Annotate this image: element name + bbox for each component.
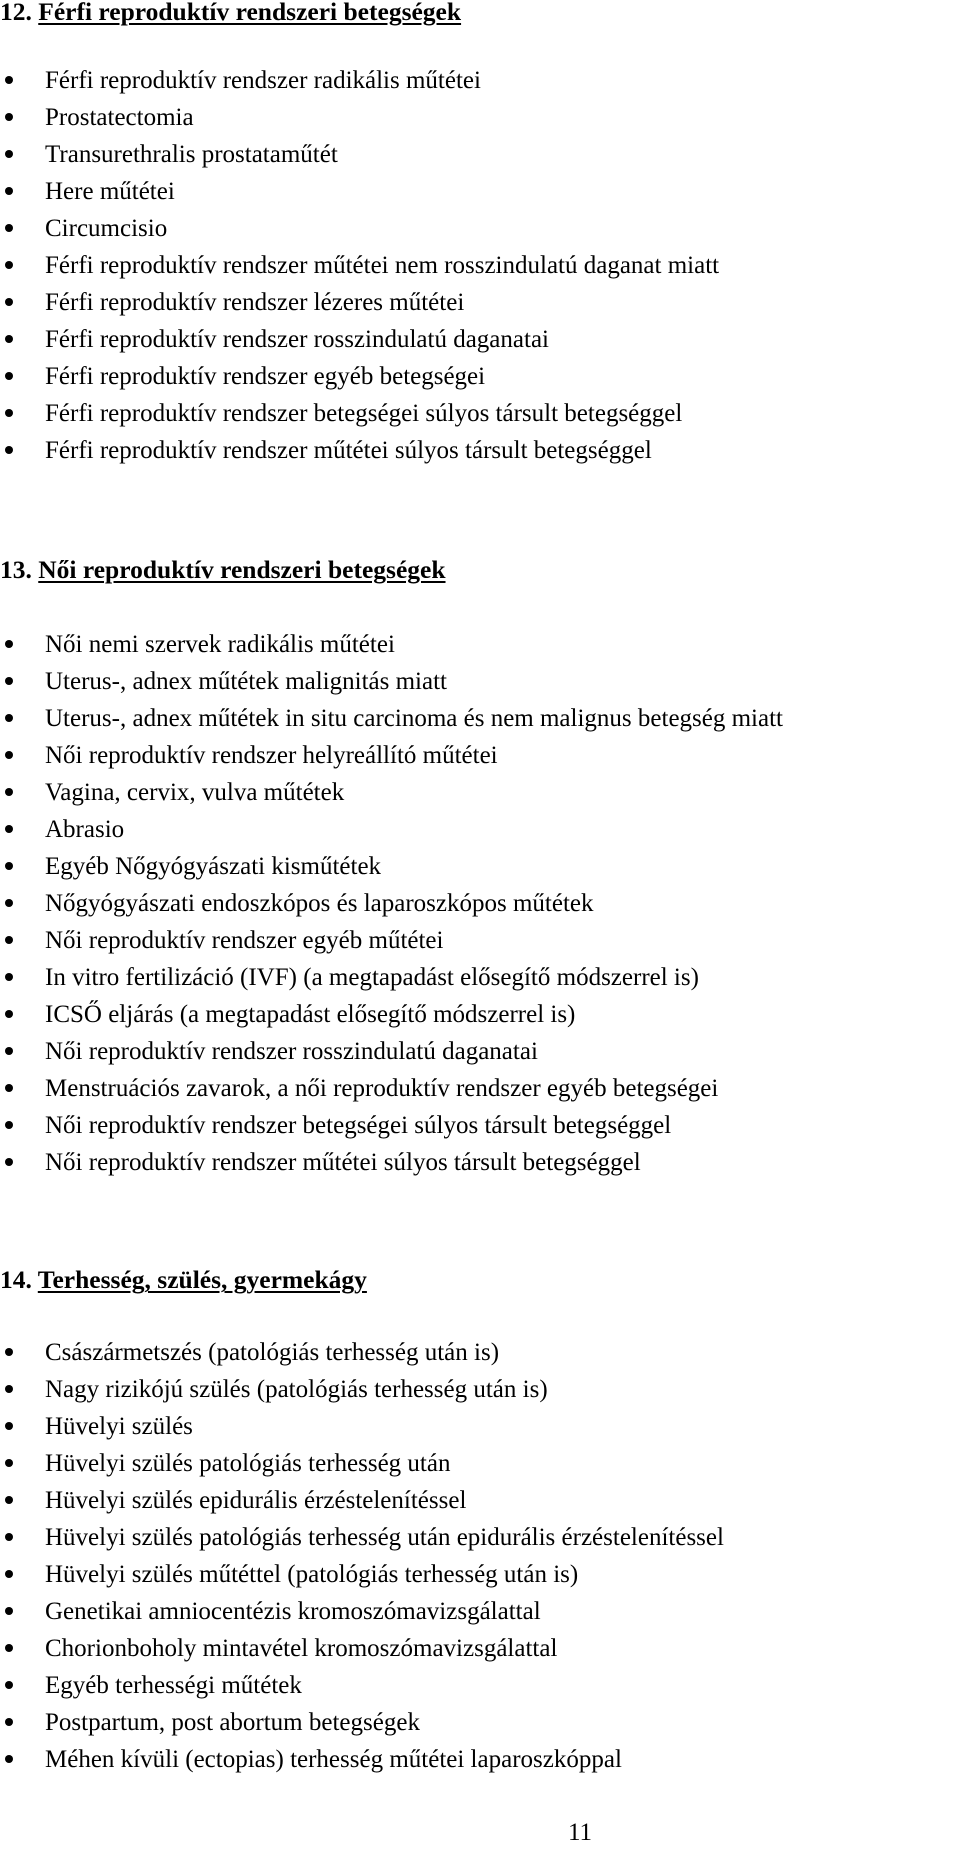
list-item <box>0 1630 960 1667</box>
list-item-text: Női reproduktív rendszer betegségei súlyos társult betegséggel <box>45 1112 672 1139</box>
list-item-text: Chorionboholy mintavétel kromoszómavizsgálattal <box>45 1635 558 1662</box>
page-number: 11 <box>567 1819 593 1846</box>
list-item <box>0 700 960 737</box>
list-item-text: Circumcisio <box>45 215 168 242</box>
list-item <box>0 1704 960 1741</box>
list-item-text: Férfi reproduktív rendszer műtétei nem rosszindulatú daganat miatt <box>45 252 720 279</box>
list-item <box>0 284 960 321</box>
list-item-text: Női reproduktív rendszer rosszindulatú daganatai <box>45 1038 538 1065</box>
list-item-text: Női nemi szervek radikális műtétei <box>45 631 395 658</box>
bullet-icon <box>5 936 13 944</box>
section-number: 14. <box>0 1265 32 1294</box>
bullet-icon <box>5 1121 13 1129</box>
list-item <box>0 1482 960 1519</box>
section-number: 13. <box>0 555 32 584</box>
bullet-icon <box>5 1681 13 1689</box>
bullet-icon <box>5 899 13 907</box>
list-item-text: Here műtétei <box>45 178 175 205</box>
list-item-text: Méhen kívüli (ectopias) terhesség műtétei laparoszkóppal <box>45 1746 622 1773</box>
item-list <box>0 62 960 469</box>
bullet-icon <box>5 1010 13 1018</box>
bullet-icon <box>5 1755 13 1763</box>
list-item-text: Hüvelyi szülés patológiás terhesség után epidurális érzéstelenítéssel <box>45 1524 724 1551</box>
list-item-text: Nőgyógyászati endoszkópos és laparoszkópos műtétek <box>45 890 594 917</box>
list-item <box>0 1445 960 1482</box>
list-item <box>0 737 960 774</box>
list-item <box>0 848 960 885</box>
list-item-text: Abrasio <box>45 816 125 843</box>
list-item <box>0 247 960 284</box>
list-item-text: ICSŐ eljárás (a megtapadást elősegítő módszerrel is) <box>45 1001 576 1028</box>
list-item <box>0 1334 960 1371</box>
list-item-text: Női reproduktív rendszer egyéb műtétei <box>45 927 444 954</box>
list-item-text: Férfi reproduktív rendszer lézeres műtétei <box>45 289 465 316</box>
list-item <box>0 1667 960 1704</box>
list-item-text: Prostatectomia <box>45 104 194 131</box>
list-item <box>0 210 960 247</box>
bullet-icon <box>5 1158 13 1166</box>
list-item <box>0 1371 960 1408</box>
list-item-text: Uterus-, adnex műtétek malignitás miatt <box>45 668 447 695</box>
list-item <box>0 626 960 663</box>
list-item <box>0 1741 960 1778</box>
bullet-icon <box>5 1644 13 1652</box>
item-list <box>0 1334 960 1778</box>
list-item <box>0 922 960 959</box>
list-item <box>0 1593 960 1630</box>
list-item-text: In vitro fertilizáció (IVF) (a megtapadást elősegítő módszerrel is) <box>45 964 699 991</box>
list-item <box>0 395 960 432</box>
list-item <box>0 959 960 996</box>
list-item-text: Nagy rizikójú szülés (patológiás terhesség után is) <box>45 1376 548 1403</box>
bullet-icon <box>5 1533 13 1541</box>
list-item <box>0 1519 960 1556</box>
bullet-icon <box>5 187 13 195</box>
bullet-icon <box>5 1047 13 1055</box>
list-item-text: Postpartum, post abortum betegségek <box>45 1709 420 1736</box>
list-item-text: Férfi reproduktív rendszer betegségei súlyos társult betegséggel <box>45 400 683 427</box>
item-list <box>0 626 960 1181</box>
list-item <box>0 811 960 848</box>
section-title: Női reproduktív rendszeri betegségek <box>38 555 446 584</box>
list-item <box>0 1107 960 1144</box>
list-item-text: Császármetszés (patológiás terhesség után is) <box>45 1339 500 1366</box>
list-item <box>0 432 960 469</box>
section-heading <box>0 554 446 586</box>
list-item-text: Női reproduktív rendszer helyreállító műtétei <box>45 742 498 769</box>
bullet-icon <box>5 1496 13 1504</box>
bullet-icon <box>5 335 13 343</box>
bullet-icon <box>5 862 13 870</box>
section-heading <box>0 1264 367 1296</box>
list-item-text: Férfi reproduktív rendszer radikális műtétei <box>45 67 481 94</box>
bullet-icon <box>5 825 13 833</box>
bullet-icon <box>5 714 13 722</box>
bullet-icon <box>5 640 13 648</box>
bullet-icon <box>5 1385 13 1393</box>
list-item-text: Hüvelyi szülés epidurális érzéstelenítéssel <box>45 1487 467 1514</box>
list-item <box>0 663 960 700</box>
list-item <box>0 358 960 395</box>
bullet-icon <box>5 677 13 685</box>
list-item <box>0 1556 960 1593</box>
bullet-icon <box>5 973 13 981</box>
list-item-text: Egyéb terhességi műtétek <box>45 1672 302 1699</box>
bullet-icon <box>5 224 13 232</box>
bullet-icon <box>5 150 13 158</box>
bullet-icon <box>5 1570 13 1578</box>
section-heading <box>0 0 461 28</box>
bullet-icon <box>5 76 13 84</box>
list-item-text: Férfi reproduktív rendszer rosszindulatú daganatai <box>45 326 549 353</box>
list-item <box>0 774 960 811</box>
list-item-text: Hüvelyi szülés patológiás terhesség után <box>45 1450 451 1477</box>
bullet-icon <box>5 1422 13 1430</box>
list-item-text: Hüvelyi szülés <box>45 1413 193 1440</box>
list-item <box>0 885 960 922</box>
list-item <box>0 99 960 136</box>
bullet-icon <box>5 1084 13 1092</box>
list-item-text: Vagina, cervix, vulva műtétek <box>45 779 345 806</box>
list-item <box>0 1070 960 1107</box>
list-item <box>0 136 960 173</box>
section-title: Terhesség, szülés, gyermekágy <box>37 1265 367 1294</box>
list-item <box>0 1033 960 1070</box>
list-item-text: Menstruációs zavarok, a női reproduktív rendszer egyéb betegségei <box>45 1075 719 1102</box>
list-item-text: Férfi reproduktív rendszer műtétei súlyos társult betegséggel <box>45 437 652 464</box>
bullet-icon <box>5 409 13 417</box>
bullet-icon <box>5 1348 13 1356</box>
list-item-text: Genetikai amniocentézis kromoszómavizsgálattal <box>45 1598 541 1625</box>
bullet-icon <box>5 446 13 454</box>
bullet-icon <box>5 261 13 269</box>
section-number: 12. <box>0 0 32 26</box>
bullet-icon <box>5 372 13 380</box>
list-item-text: Férfi reproduktív rendszer egyéb betegségei <box>45 363 486 390</box>
list-item <box>0 1408 960 1445</box>
list-item-text: Hüvelyi szülés műtéttel (patológiás terhesség után is) <box>45 1561 579 1588</box>
list-item <box>0 1144 960 1181</box>
bullet-icon <box>5 1459 13 1467</box>
list-item <box>0 321 960 358</box>
bullet-icon <box>5 1718 13 1726</box>
bullet-icon <box>5 113 13 121</box>
list-item <box>0 173 960 210</box>
bullet-icon <box>5 788 13 796</box>
list-item-text: Transurethralis prostataműtét <box>45 141 338 168</box>
list-item-text: Uterus-, adnex műtétek in situ carcinoma és nem malignus betegség miatt <box>45 705 783 732</box>
bullet-icon <box>5 298 13 306</box>
list-item <box>0 62 960 99</box>
bullet-icon <box>5 751 13 759</box>
list-item-text: Egyéb Nőgyógyászati kisműtétek <box>45 853 382 880</box>
bullet-icon <box>5 1607 13 1615</box>
section-title: Férfi reproduktív rendszeri betegségek <box>38 0 462 26</box>
list-item <box>0 996 960 1033</box>
list-item-text: Női reproduktív rendszer műtétei súlyos társult betegséggel <box>45 1149 641 1176</box>
